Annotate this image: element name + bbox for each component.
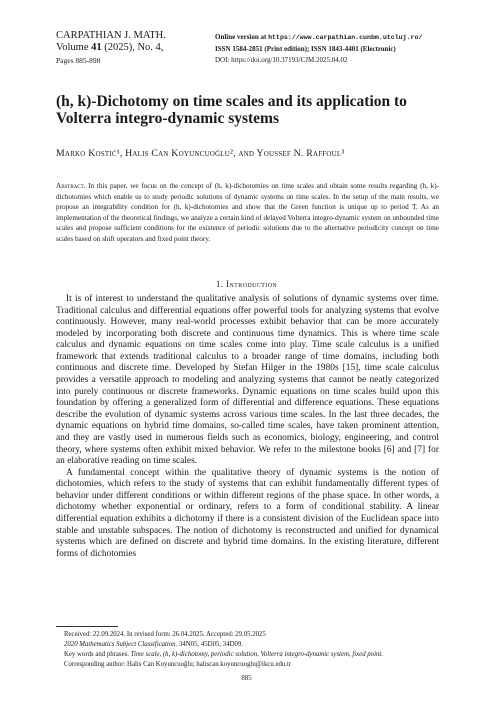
journal-volume: Volume 41 (2025), No. 4, [56,42,164,53]
corresponding-author: Corresponding author: Halis Can Koyuncuoğlu; haliscan.koyuncuoglu@ikcu.edu.tr [64,661,292,668]
page-number: 885 [241,675,252,682]
journal-url-link[interactable]: https://www.carpathian.cunbm.utcluj.ro/ [268,34,423,41]
body-text [56,294,439,560]
journal-pages: Pages 885-898 [56,56,101,65]
paragraph: A fundamental concept within the qualitative theory of dynamic systems is the notion of dichotomies, which refers to the study of systems that can exhibit fundamentally different types of behavior under different conditions or within different regions of the phase space. In other words, a dichotomy whether exponential or ordinary, refers to a form of conditional stability. A linear differential equation exhibits a dichotomy if there is a consistent division of the Euclidean space into stable and unstable subspaces. The notion of dichotomy is reconstructed and unified for dynamical systems which are defined on discrete and hybrid time domains. In the existing literature, different forms of dichotomies [56,467,439,559]
abstract-label: Abstract. [56,182,86,190]
author-list: Marko Kostić¹, Halis Can Koyuncuoğlu², and Youssef N. Raffoul³ [56,148,345,159]
received-dates: Received: 22.09.2024. In revised form: 26.04.2025. Accepted: 29.05.2025 [64,631,266,638]
section-heading: 1. Introduction [215,279,278,289]
journal-header [56,30,166,67]
footnote-rule [56,626,118,627]
abstract-text: In this paper, we focus on the concept of (h, k)-dichotomies on time scales and obtain some results regarding (h, k)-dichotomies which enable us to study periodic solutions of dynamic systems on time scales. In the setup of the main results, we propose an integrability condition for (h, k)-dichotomies and show that the Green function is unique up to period T. As an implementation of the theoretical findings, we analyze a certain kind of delayed Volterra integro-dynamic system on unbounded time scales and propose sufficient conditions for the existence of periodic solutions due to the alternative periodicity concept on time scales based on shift operators and fixed point theory. [56,182,439,243]
msc-classification: 2020 Mathematics Subject Classification. 34N05, 45D05, 34D09. [64,641,243,648]
paper-title: (h, k)-Dichotomy on time scales and its application to Volterra integro-dynamic systems [56,93,407,127]
online-version: Online version at https://www.carpathian.cunbm.utcluj.ro/ [215,33,423,41]
keywords: Key words and phrases. Time scale, (h, k)-dichotomy, periodic solution, Volterra integro-dynamic system, fixed point. [64,651,383,658]
doi-line[interactable]: DOI: https://doi.org/10.37193/CJM.2025.04.02 [215,56,348,64]
journal-name: CARPATHIAN J. MATH. [56,30,166,41]
issn-line: ISSN 1584-2851 (Print edition); ISSN 1843-4401 (Electronic) [215,44,396,53]
abstract [56,181,439,245]
publication-info [215,32,422,67]
paragraph: It is of interest to understand the qualitative analysis of solutions of dynamic systems over time. Traditional calculus and differential equations offer powerful tools for analyzing systems that evolve continuously. However, many real-world processes exhibit behavior that can be more accurately modeled by incorporating both discrete and continuous time dynamics. This is where time scale calculus and dynamic equations on time scales come into play. Time scale calculus is a unified framework that extends traditional calculus to a broader range of time domains, including both continuous and discrete time. Developed by Stefan Hilger in the 1980s [15], time scale calculus provides a versatile approach to modeling and analyzing systems that cannot be neatly categorized into purely continuous or discrete frameworks. Dynamic equations on time scales build upon this foundation by offering a generalized form of differential and difference equations. These equations describe the evolution of dynamic systems across various time scales. In the last three decades, the dynamic equations on hybrid time domains, so-called time scales, have taken prominent attention, and they are vastly used in numerous fields such as economics, biology, engineering, and control theory, where systems often exhibit mixed behavior. We refer to the milestone books [6] and [7] for an elaborative reading on time scales. [56,294,439,467]
footnotes [56,630,439,670]
